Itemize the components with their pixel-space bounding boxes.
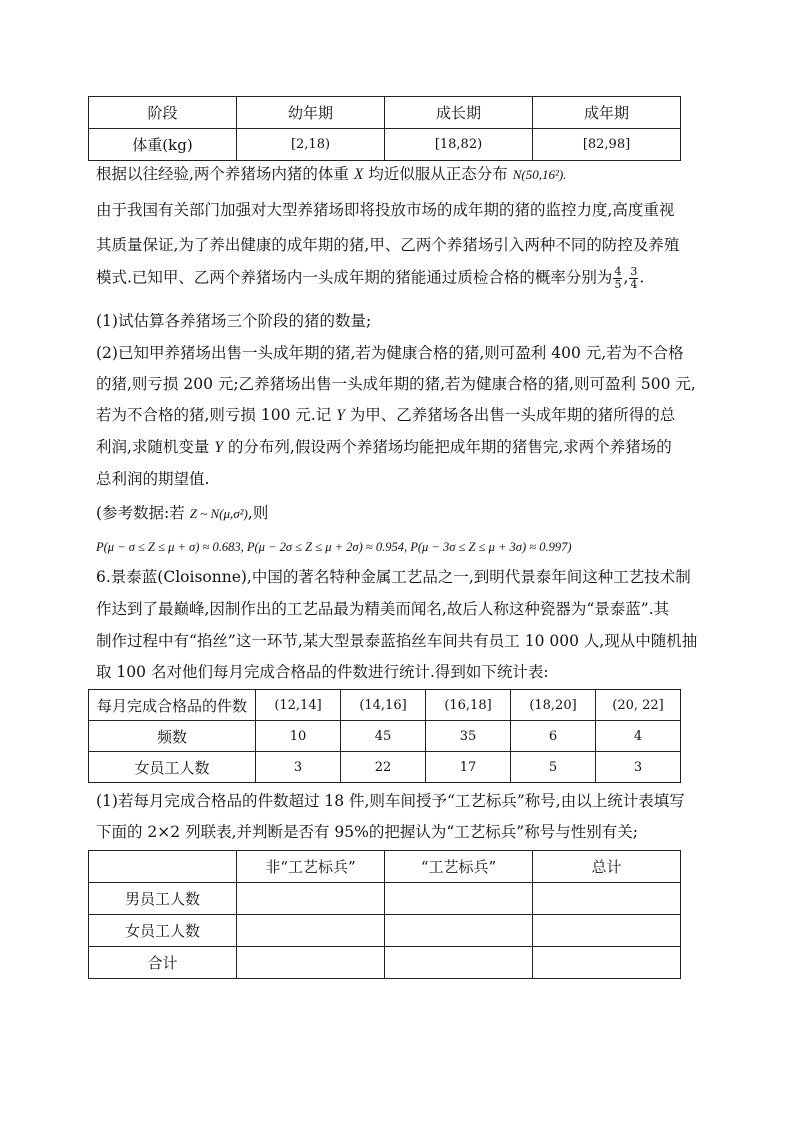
table-header-cell: (16,18] [426, 690, 511, 721]
empty-cell [385, 883, 533, 915]
empty-cell [237, 915, 385, 947]
table-header-cell: (18,20] [511, 690, 596, 721]
empty-cell [237, 883, 385, 915]
table-cell: 35 [426, 721, 511, 752]
text-fragment: 模式.已知甲、乙两个养猪场内一头成年期的猪能通过质检合格的概率分别为 [96, 268, 613, 287]
problem-6-question-1: (1)若每月完成合格品的件数超过 18 件,则车间授予“工艺标兵”称号,由以上统计表填写 [96, 792, 685, 810]
table-cell: 女员工人数 [89, 752, 256, 783]
text-line: 总利润的期望值. [96, 470, 210, 488]
text-line: 作达到了最巅峰,因制作出的工艺品最为精美而闻名,故后人称这种瓷器为“景泰蓝”.其 [96, 600, 670, 618]
contingency-table [88, 850, 681, 979]
text-line [96, 266, 644, 291]
text-line [96, 437, 672, 458]
table-row [89, 752, 681, 783]
table-cell: 体重(kg) [89, 129, 237, 161]
table-header-cell: 成长期 [385, 97, 533, 129]
text-line [96, 164, 566, 185]
table-header-cell: 每月完成合格品的件数 [89, 690, 256, 721]
table-header-cell: 非“工艺标兵” [237, 851, 385, 883]
table-header-cell: 总计 [533, 851, 681, 883]
table-cell: 3 [256, 752, 341, 783]
empty-cell [385, 947, 533, 979]
text-fragment: 利润,求随机变量 [96, 438, 215, 456]
qualified-products-stats-table [88, 689, 681, 783]
text-line: 的猪,则亏损 200 元;乙养猪场出售一头成年期的猪,若为健康合格的猪,则可盈利 500 元, [96, 375, 696, 393]
table-row [89, 129, 681, 161]
table-cell: 5 [511, 752, 596, 783]
table-cell: 频数 [89, 721, 256, 752]
text-fragment: 的分布列,假设两个养猪场均能把成年期的猪售完,求两个养猪场的 [222, 438, 672, 456]
empty-cell [385, 915, 533, 947]
text-fragment: 均近似服从正态分布 [363, 165, 513, 183]
empty-cell [237, 947, 385, 979]
question-1: (1)试估算各养猪场三个阶段的猪的数量; [96, 312, 372, 330]
math-expression: Z ~ N(μ,σ²) [189, 506, 248, 521]
reference-data [96, 503, 268, 524]
table-row [89, 947, 681, 979]
fraction [613, 266, 622, 291]
empty-cell [533, 947, 681, 979]
fraction-denominator: 4 [630, 278, 638, 291]
math-variable: Y [214, 439, 223, 456]
text-line [96, 405, 675, 426]
fraction-denominator: 5 [614, 278, 622, 291]
text-fragment: 根据以往经验,两个养猪场内猪的体重 [96, 165, 354, 183]
table-cell: [2,18) [237, 129, 385, 161]
table-header-cell: (20, 22] [596, 690, 681, 721]
table-cell: [18,82) [385, 129, 533, 161]
table-header-cell: (12,14] [256, 690, 341, 721]
fraction [629, 266, 638, 291]
table-cell: 男员工人数 [89, 883, 237, 915]
table-cell: 女员工人数 [89, 915, 237, 947]
table-cell: 3 [596, 752, 681, 783]
math-expression: N(50,16²). [512, 167, 567, 182]
table-header-cell: 幼年期 [237, 97, 385, 129]
text-line: 下面的 2×2 列联表,并判断是否有 95%的把握认为“工艺标兵”称号与性别有关; [96, 823, 638, 841]
text-line: 由于我国有关部门加强对大型养猪场即将投放市场的成年期的猪的监控力度,高度重视 [96, 201, 675, 219]
table-row [89, 915, 681, 947]
table-header-cell: (14,16] [341, 690, 426, 721]
reference-formula: P(μ − σ ≤ Z ≤ μ + σ) ≈ 0.683, P(μ − 2σ ≤ Z ≤ μ + 2σ) ≈ 0.954, P(μ − 3σ ≤ Z ≤ μ + 3σ) ≈ 0.997) [96, 540, 572, 554]
problem-6-text: 6.景泰蓝(Cloisonne),中国的著名特种金属工艺品之一,到明代景泰年间这种工艺技术制 [96, 568, 691, 586]
empty-cell [533, 915, 681, 947]
table-header-cell [89, 851, 237, 883]
table-cell: 合计 [89, 947, 237, 979]
text-line: 取 100 名对他们每月完成合格品的件数进行统计.得到如下统计表: [96, 663, 549, 681]
table-row [89, 851, 681, 883]
table-cell: 22 [341, 752, 426, 783]
fraction-numerator: 3 [630, 265, 638, 278]
text-fragment: 为甲、乙养猪场各出售一头成年期的猪所得的总 [344, 406, 676, 424]
text-fragment: ,则 [247, 504, 269, 522]
pig-weight-stage-table [88, 96, 681, 161]
math-variable: X [353, 166, 364, 183]
text-line: 制作过程中有“掐丝”这一环节,某大型景泰蓝掐丝车间共有员工 10 000 人,现从中随机抽 [96, 632, 698, 650]
text-fragment: 若为不合格的猪,则亏损 100 元.记 [96, 406, 337, 424]
table-row [89, 690, 681, 721]
table-header-cell: 阶段 [89, 97, 237, 129]
text-fragment: (参考数据:若 [96, 504, 190, 522]
table-cell: [82,98] [533, 129, 681, 161]
table-cell: 17 [426, 752, 511, 783]
table-header-cell: “工艺标兵” [385, 851, 533, 883]
text-fragment: . [639, 268, 645, 287]
table-row [89, 721, 681, 752]
table-row [89, 97, 681, 129]
table-cell: 10 [256, 721, 341, 752]
table-header-cell: 成年期 [533, 97, 681, 129]
table-cell: 6 [511, 721, 596, 752]
table-row [89, 883, 681, 915]
fraction-numerator: 4 [614, 265, 622, 278]
table-cell: 4 [596, 721, 681, 752]
math-variable: Y [336, 407, 345, 424]
table-cell: 45 [341, 721, 426, 752]
empty-cell [533, 883, 681, 915]
text-fragment: , [623, 268, 629, 287]
text-line: 其质量保证,为了养出健康的成年期的猪,甲、乙两个养猪场引入两种不同的防控及养殖 [96, 236, 680, 254]
text-line: (2)已知甲养猪场出售一头成年期的猪,若为健康合格的猪,则可盈利 400 元,若为不合格 [96, 344, 684, 362]
